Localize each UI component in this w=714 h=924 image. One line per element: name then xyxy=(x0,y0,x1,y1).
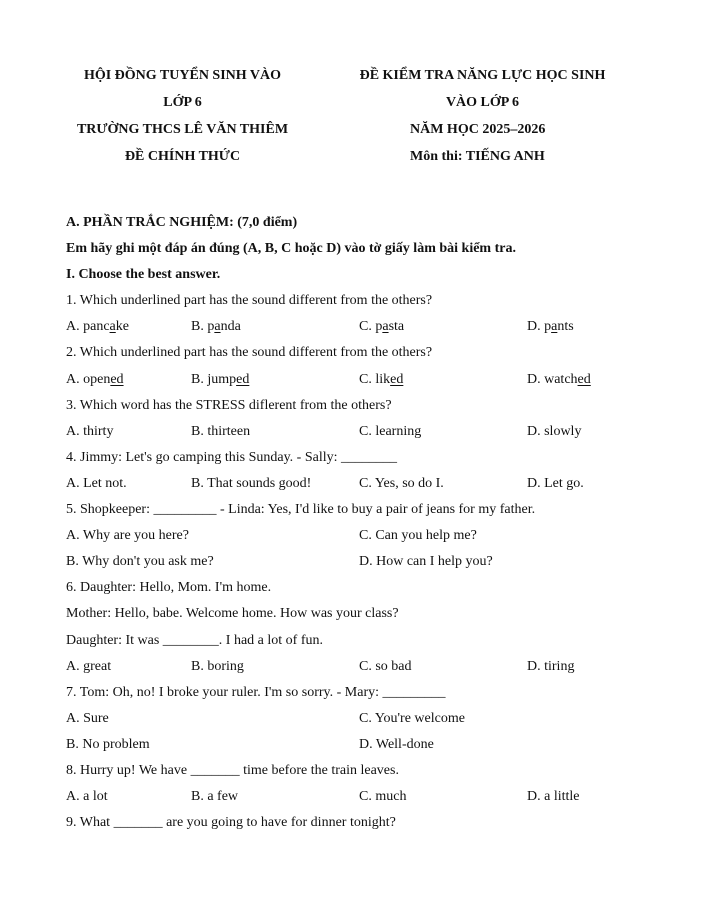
question-9: 9. What _______ are you going to have for dinner tonight? xyxy=(66,815,396,831)
question-4: 4. Jimmy: Let's go camping this Sunday. - Sally: ________ xyxy=(66,449,397,465)
question-6-line-1: 6. Daughter: Hello, Mom. I'm home. xyxy=(66,580,272,596)
header-subject: Môn thi: TIẾNG ANH xyxy=(410,149,545,164)
q2-option-a: A. opened xyxy=(66,371,124,387)
question-2-options xyxy=(66,367,686,393)
question-6-line-2: Mother: Hello, babe. Welcome home. How was your class? xyxy=(66,606,399,622)
header-school: TRƯỜNG THCS LÊ VĂN THIÊM xyxy=(76,122,289,137)
q1-option-b: B. panda xyxy=(191,319,241,335)
question-8: 8. Hurry up! We have _______ time before the train leaves. xyxy=(66,762,399,778)
header-exam-grade: VÀO LỚP 6 xyxy=(445,95,520,110)
question-7-options-row1 xyxy=(66,706,686,732)
q3-option-a: A. thirty xyxy=(66,423,114,439)
header-left xyxy=(50,62,315,170)
header-right xyxy=(335,62,630,170)
q2-option-c: C. liked xyxy=(359,371,404,387)
q8-option-c: C. much xyxy=(359,789,407,805)
q8-option-b: B. a few xyxy=(191,789,239,805)
q4-option-c: C. Yes, so do I. xyxy=(359,475,444,491)
question-6-line-3: Daughter: It was ________. I had a lot of fun. xyxy=(66,632,323,648)
q7-option-c: C. You're welcome xyxy=(359,710,465,726)
question-5-options-row2 xyxy=(66,549,686,575)
q5-option-b: B. Why don't you ask me? xyxy=(66,554,214,570)
q3-option-c: C. learning xyxy=(359,423,422,439)
question-1-options xyxy=(66,314,686,340)
q2-option-d: D. watched xyxy=(527,371,591,387)
q4-option-d: D. Let go. xyxy=(527,475,584,491)
question-3-options xyxy=(66,419,686,445)
question-7: 7. Tom: Oh, no! I broke your ruler. I'm so sorry. - Mary: _________ xyxy=(66,684,446,700)
q8-option-d: D. a little xyxy=(527,789,580,805)
question-3: 3. Which word has the STRESS diflerent from the others? xyxy=(66,397,392,413)
q1-option-c: C. pasta xyxy=(359,319,405,335)
q7-option-d: D. Well-done xyxy=(359,736,434,752)
q5-option-a: A. Why are you here? xyxy=(66,528,189,544)
question-5-options-row1 xyxy=(66,523,686,549)
q2-option-b: B. jumped xyxy=(191,371,250,387)
q4-option-b: B. That sounds good! xyxy=(191,475,312,491)
q5-option-d: D. How can I help you? xyxy=(359,554,493,570)
question-2: 2. Which underlined part has the sound different from the others? xyxy=(66,345,433,361)
q3-option-b: B. thirteen xyxy=(191,423,251,439)
q4-option-a: A. Let not. xyxy=(66,475,127,491)
q1-option-a: A. pancake xyxy=(66,319,129,335)
header-exam-title: ĐỀ KIỂM TRA NĂNG LỰC HỌC SINH xyxy=(359,68,606,83)
q6-option-b: B. boring xyxy=(191,658,244,674)
q8-option-a: A. a lot xyxy=(66,789,108,805)
question-7-options-row2 xyxy=(66,732,686,758)
q3-option-d: D. slowly xyxy=(527,423,582,439)
q1-option-d: D. pants xyxy=(527,319,574,335)
part-title: I. Choose the best answer. xyxy=(66,267,221,283)
header-school-year: NĂM HỌC 2025–2026 xyxy=(410,122,546,137)
q6-option-d: D. tiring xyxy=(527,658,575,674)
question-4-options xyxy=(66,471,686,497)
q7-option-a: A. Sure xyxy=(66,710,109,726)
header-grade: LỚP 6 xyxy=(163,95,202,110)
question-1: 1. Which underlined part has the sound different from the others? xyxy=(66,293,433,309)
header-council: HỘI ĐỒNG TUYỂN SINH VÀO xyxy=(83,68,282,83)
q6-option-c: C. so bad xyxy=(359,658,412,674)
header-official: ĐỀ CHÍNH THỨC xyxy=(124,149,241,164)
question-8-options xyxy=(66,784,686,810)
section-instruction: Em hãy ghi một đáp án đúng (A, B, C hoặc D) vào tờ giấy làm bài kiểm tra. xyxy=(66,241,516,257)
q7-option-b: B. No problem xyxy=(66,736,150,752)
section-title: A. PHẦN TRẮC NGHIỆM: (7,0 điểm) xyxy=(66,215,298,230)
exam-content xyxy=(66,210,686,836)
q6-option-a: A. great xyxy=(66,658,112,674)
q5-option-c: C. Can you help me? xyxy=(359,528,477,544)
question-6-options xyxy=(66,654,686,680)
question-5: 5. Shopkeeper: _________ - Linda: Yes, I'd like to buy a pair of jeans for my father. xyxy=(66,502,536,518)
